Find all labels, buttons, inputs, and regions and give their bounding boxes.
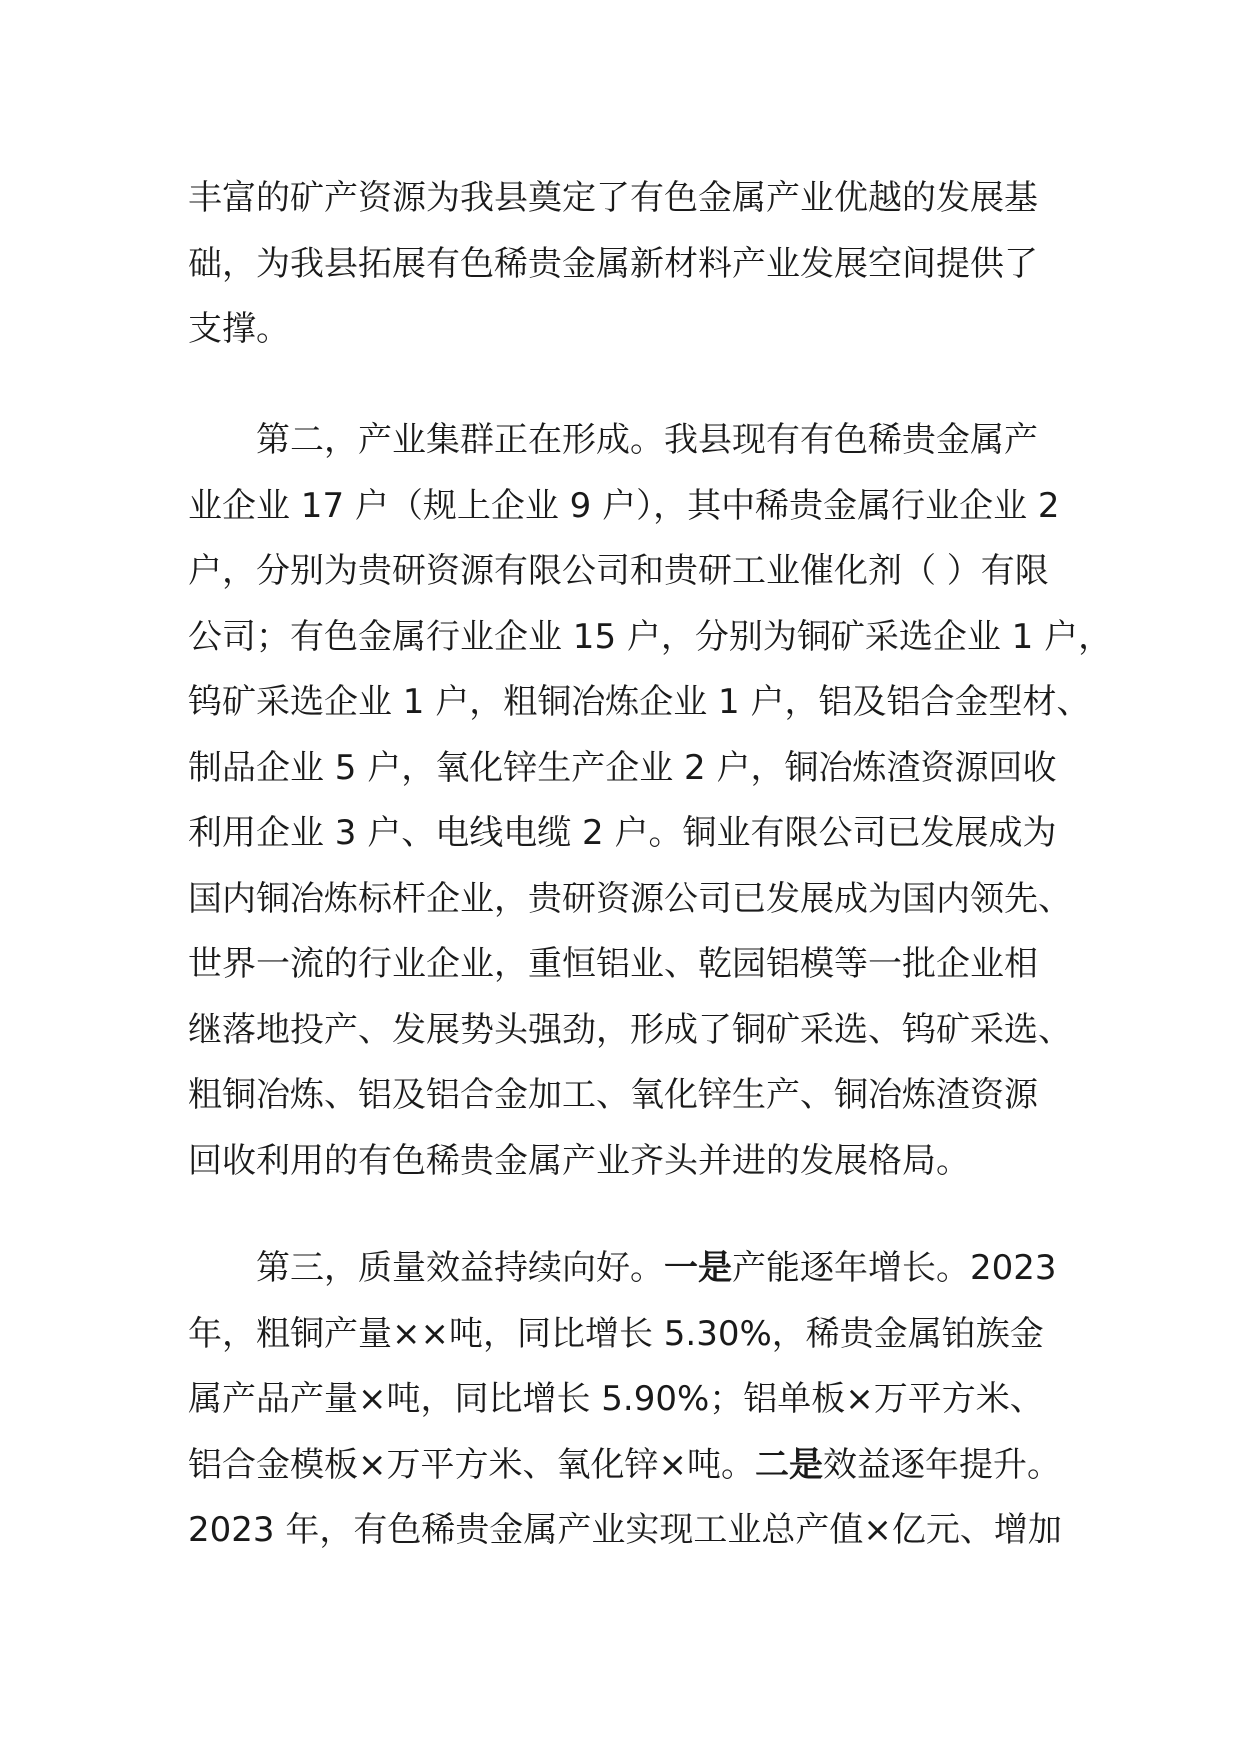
text-line: 属产品产量×吨，同比增长 5.90%；铝单板×万平方米、: [188, 1379, 1044, 1419]
text-run: 第三，质量效益持续向好。: [256, 1248, 664, 1288]
text-line: 户，分别为贵研资源有限公司和贵研工业催化剂（ ）有限: [188, 551, 1049, 591]
text-run: 铝合金模板×万平方米、氧化锌×吨。: [188, 1444, 755, 1485]
text-line: 国内铜冶炼标杆企业，贵研资源公司已发展成为国内领先、: [188, 878, 1072, 919]
text-line: 制品企业 5 户，氧化锌生产企业 2 户，铜冶炼渣资源回收: [188, 747, 1057, 788]
paragraph-2: [188, 408, 1113, 1194]
text-line: 钨矿采选企业 1 户，粗铜冶炼企业 1 户，铝及铝合金型材、: [188, 682, 1091, 722]
text-line: 支撑。: [188, 309, 290, 349]
text-line: 础，为我县拓展有色稀贵金属新材料产业发展空间提供了: [188, 243, 1038, 284]
text-line: 继落地投产、发展势头强劲，形成了铜矿采选、钨矿采选、: [188, 1009, 1072, 1050]
paragraph-3: [188, 1236, 1068, 1564]
paragraph-1: [188, 166, 1068, 363]
text-run: 效益逐年提升。: [822, 1444, 1061, 1485]
text-run: 产能逐年增长。2023: [732, 1248, 1057, 1288]
text-line: 粗铜冶炼、铝及铝合金加工、氧化锌生产、铜冶炼渣资源: [188, 1075, 1038, 1115]
text-line: 第二，产业集群正在形成。我县现有有色稀贵金属产: [256, 420, 1038, 460]
text-line: [188, 1236, 1068, 1302]
text-line: 2023 年，有色稀贵金属产业实现工业总产值×亿元、增加: [188, 1510, 1062, 1550]
text-line: 丰富的矿产资源为我县奠定了有色金属产业优越的发展基: [188, 178, 1038, 218]
text-line: 利用企业 3 户、电线电缆 2 户。铜业有限公司已发展成为: [188, 813, 1057, 853]
bold-emphasis: 二是: [754, 1444, 823, 1485]
text-line: 年，粗铜产量××吨，同比增长 5.30%，稀贵金属铂族金: [188, 1313, 1044, 1354]
text-line: 世界一流的行业企业，重恒铝业、乾园铝模等一批企业相: [188, 944, 1038, 984]
text-line: 公司；有色金属行业企业 15 户，分别为铜矿采选企业 1 户，: [188, 616, 1113, 657]
text-line: 业企业 17 户（规上企业 9 户），其中稀贵金属行业企业 2: [188, 485, 1060, 526]
text-line: 回收利用的有色稀贵金属产业齐头并进的发展格局。: [188, 1140, 970, 1181]
text-line: [188, 1433, 1068, 1499]
bold-emphasis: 一是: [664, 1248, 732, 1288]
